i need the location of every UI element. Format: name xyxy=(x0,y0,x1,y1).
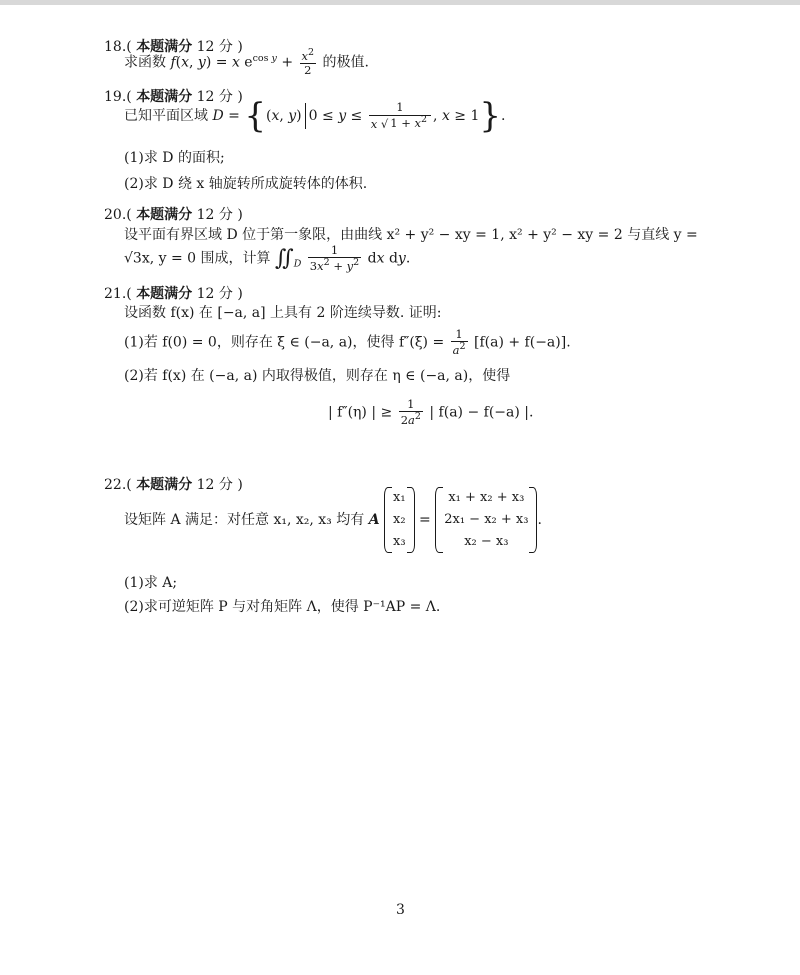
problem-21-part-1 xyxy=(124,328,571,357)
problem-number: 20. xyxy=(104,207,127,223)
problem-19-part-2: (2)求 D 绕 x 轴旋转所成旋转体的体积. xyxy=(124,176,368,192)
points: 12 分 xyxy=(196,207,233,223)
problem-22-statement: 设矩阵 A 满足：对任意 x₁, x₂, x₃ 均有 A x₁ x₂ x₃ = x₁ + x₂ + x₃ 2x₁ − x₂ + x₃ x₂ − x₃ . xyxy=(124,487,542,553)
points: 12 分 xyxy=(196,89,233,105)
result-entry: x₁ + x₂ + x₃ xyxy=(448,490,525,505)
vector-entry: x₃ xyxy=(393,534,406,549)
result-entry: x₂ − x₃ xyxy=(464,534,509,549)
problem-number: 18. xyxy=(104,39,127,55)
problem-number: 21. xyxy=(104,286,127,302)
problem-21-intro: 设函数 f(x) 在 [−a, a] 上具有 2 阶连续导数. 证明: xyxy=(124,305,442,321)
problem-20-header: 20.( 本题满分 12 分 ) xyxy=(104,207,243,223)
statement-text-end: [f(a) + f(−a)]. xyxy=(474,334,571,351)
statement-text: 已知平面区域 xyxy=(124,108,208,124)
top-border xyxy=(0,0,800,5)
statement-text: 3x, y = 0 围成，计算 xyxy=(132,250,271,267)
problem-19-statement: 已知平面区域 D = {(x, y) 0 ≤ y ≤ $\frac{1}{x √ 1 + x^2}$ , x ≥ 1}. xyxy=(124,96,506,136)
statement-text: 设矩阵 A 满足：对任意 x₁, x₂, x₃ 均有 xyxy=(124,512,365,528)
problem-22-part-1: (1)求 A; xyxy=(124,575,178,591)
vector-entry: x₂ xyxy=(393,512,406,527)
problem-18-header: 18.( 本题满分 12 分 ) xyxy=(104,39,243,55)
problem-19-header: 19.( 本题满分 12 分 ) xyxy=(104,89,243,105)
header-label: 本题满分 xyxy=(136,477,193,493)
problem-20-line-1: 设平面有界区域 D 位于第一象限，由曲线 x² + y² − xy = 1, x² + y² − xy = 2 与直线 y = xyxy=(124,227,698,243)
points: 12 分 xyxy=(196,286,233,302)
header-label: 本题满分 xyxy=(136,89,193,105)
problem-number: 19. xyxy=(104,89,127,105)
inequality-right: | f(a) − f(−a) |. xyxy=(429,404,534,421)
problem-20-line-2: √3x, y = 0 围成，计算 $∬_D$ $\frac{1}{3x^2 + y^2}$ dx dy. xyxy=(124,243,411,274)
problem-22-header: 22.( 本题满分 12 分 ) xyxy=(104,477,243,493)
fraction: $\frac{x^2}{2}$ xyxy=(301,47,315,78)
fraction: $\frac{1}{a^2}$ xyxy=(452,327,466,358)
statement-text: (1)若 f(0) = 0，则存在 ξ ∈ (−a, a)，使得 f″(ξ) = xyxy=(124,334,445,351)
problem-22-part-2: (2)求可逆矩阵 P 与对角矩阵 Λ，使得 P⁻¹AP = Λ. xyxy=(124,599,441,615)
result-entry: 2x₁ − x₂ + x₃ xyxy=(444,512,529,527)
problem-18-statement: 求函数 f(x, y) = x $e^{cos y}$ + $\frac{x^2}{2}$ 的极值. xyxy=(124,47,369,78)
fraction: $\frac{1}{3x^2 + y^2}$ xyxy=(309,243,360,274)
fraction: $\frac{1}{2a^2}$ xyxy=(400,397,421,428)
fraction: $\frac{1}{x √ 1 + x^2}$ xyxy=(369,101,431,130)
vector-x xyxy=(384,487,415,553)
problem-21-inequality xyxy=(328,398,533,427)
vector-entry: x₁ xyxy=(393,490,406,505)
statement-text-end: 的极值. xyxy=(322,54,369,71)
header-label: 本题满分 xyxy=(136,39,193,55)
header-label: 本题满分 xyxy=(136,207,193,223)
problem-19-part-1: (1)求 D 的面积; xyxy=(124,150,225,166)
page-number: 3 xyxy=(396,902,405,918)
result-vector xyxy=(435,487,537,553)
problem-number: 22. xyxy=(104,477,127,493)
inequality-left: | f″(η) | ≥ xyxy=(328,404,393,421)
points: 12 分 xyxy=(196,477,233,493)
problem-21-part-2: (2)若 f(x) 在 (−a, a) 内取得极值，则存在 η ∈ (−a, a)，使得 xyxy=(124,368,511,384)
problem-21-header: 21.( 本题满分 12 分 ) xyxy=(104,286,243,302)
points: 12 分 xyxy=(196,39,233,55)
statement-text: 求函数 xyxy=(124,54,166,71)
header-label: 本题满分 xyxy=(136,286,193,302)
